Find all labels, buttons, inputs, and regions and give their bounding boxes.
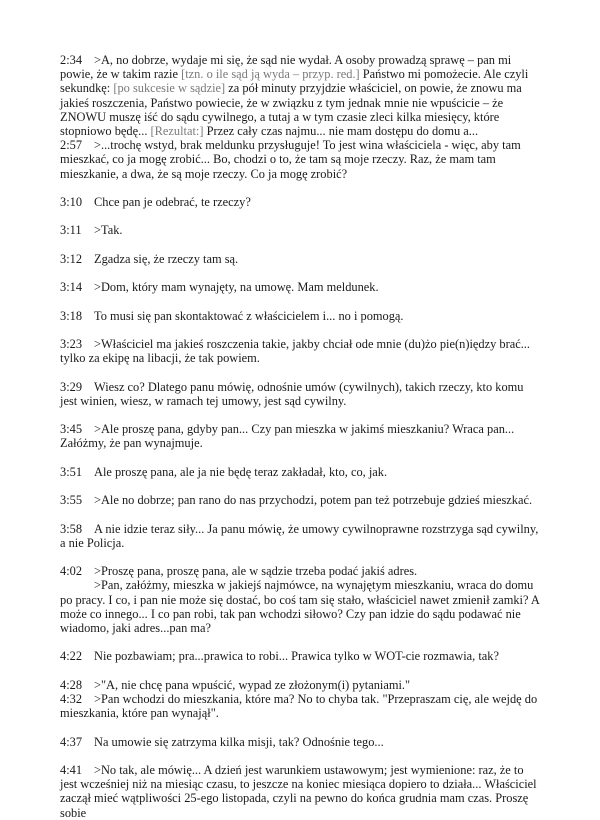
utterance-text: >...trochę wstyd, brak meldunku przysługuje! To jest wina właściciela - więc, aby tam mieszkać, co ja mogę zrobić... Bo, chodzi o to, że tam są moje rzeczy. Raz, że mam tam mieszkanie, a dwa, że są moje rzeczy. Co ja mogę zrobić? (60, 138, 521, 181)
transcript-entry (60, 280, 540, 294)
transcript-entry (60, 493, 540, 507)
transcript-entry (60, 380, 540, 408)
utterance-text: >Proszę pana, proszę pana, ale w sądzie trzeba podać jakiś adres. (94, 564, 418, 579)
utterance-text: >Tak. (94, 223, 123, 238)
transcript-entry (60, 763, 540, 820)
transcript-entry (60, 735, 540, 749)
transcript-entry (60, 337, 540, 365)
timestamp: 3:55 (60, 493, 83, 508)
timestamp: 3:11 (60, 223, 82, 238)
utterance-text: >Ale proszę pana, gdyby pan... Czy pan mieszka w jakimś mieszkaniu? Wraca pan... Załóżmy, że pan wynajmuje. (60, 422, 515, 451)
timestamp: 3:58 (60, 521, 83, 536)
utterance-text: >Ale no dobrze; pan rano do nas przychodzi, potem pan też potrzebuje gdzieś mieszkać. (94, 493, 533, 508)
timestamp: 3:23 (60, 336, 83, 351)
timestamp: 2:57 (60, 138, 83, 153)
utterance-text: Ale proszę pana, ale ja nie będę teraz zakładał, kto, co, jak. (94, 464, 388, 479)
timestamp: 4:22 (60, 649, 83, 664)
transcript-entry (60, 692, 540, 720)
utterance-text: >Pan wchodzi do mieszkania, które ma? No to chyba tak. "Przepraszam cię, ale wejdę do mieszkania, które pan wynajął". (60, 691, 538, 721)
transcript-entry (60, 564, 540, 578)
timestamp: 3:29 (60, 379, 83, 394)
utterance-text: >"A, nie chcę pana wpuścić, wypad ze złożonym(i) pytaniami." (94, 677, 411, 692)
timestamp: 3:18 (60, 308, 83, 323)
transcript-entry (60, 252, 540, 266)
utterance-text: Chce pan je odebrać, te rzeczy? (94, 195, 251, 210)
timestamp: 4:41 (60, 762, 83, 777)
utterance-text: Wiesz co? Dlatego panu mówię, odnośnie umów (cywilnych), takich rzeczy, kto komu jest winien, wiesz, w ramach tej umowy, jest sąd cywilny. (60, 379, 524, 408)
transcript-entry (60, 465, 540, 479)
transcript-entry (60, 522, 540, 550)
timestamp: 3:10 (60, 195, 83, 210)
utterance-text: >A, no dobrze, wydaje mi się, że sąd nie wydał. A osoby prowadzą sprawę – pan mi powie, że w takim razie (60, 53, 512, 82)
editor-note: [tzn. o ile sąd ją wyda – przyp. red.] (181, 67, 360, 82)
transcript-entry (60, 678, 540, 692)
utterance-text: Przez cały czas najmu... nie mam dostępu do domu a... (203, 124, 479, 139)
utterance-text: Zgadza się, że rzeczy tam są. (94, 251, 239, 266)
timestamp: 4:02 (60, 564, 83, 579)
timestamp: 4:37 (60, 734, 83, 749)
transcript-entry (60, 138, 540, 181)
editor-note: [Rezultat:] (150, 124, 204, 139)
utterance-text: >Pan, załóżmy, mieszka w jakiejś najmówce, na wynajętym mieszkaniu, wraca do domu po pracy. I co, i pan nie może się dostać, bo coś tam się stało, właściciel nawet zmienił zamki? A może co innego... I co pan robi, tak pan wchodzi siłowo? Czy pan idzie do sądu podawać nie wiadomo, jaki adres...pan ma? (60, 578, 540, 635)
utterance-text: Państwo mi pomożecie. Ale czyli sekundkę: (60, 67, 529, 96)
utterance-text: Nie pozbawiam; pra...prawica to robi... Prawica tylko w WOT-cie rozmawia, tak? (94, 649, 499, 664)
utterance-text: >Dom, który mam wynajęty, na umowę. Mam meldunek. (94, 280, 379, 295)
transcript-entry (60, 195, 540, 209)
timestamp: 4:32 (60, 691, 83, 706)
transcript-entry (60, 422, 540, 450)
timestamp: 4:28 (60, 677, 83, 692)
transcript-entry (60, 223, 540, 237)
timestamp: 3:14 (60, 280, 83, 295)
utterance-text: Na umowie się zatrzyma kilka misji, tak? Odnośnie tego... (94, 734, 384, 749)
timestamp: 3:12 (60, 251, 83, 266)
utterance-text: >No tak, ale mówię... A dzień jest warunkiem ustawowym; jest wymienione: raz, że to jest wcześniej niż na miesiąc czasu, to jeszcze na koniec miesiąca dopiero to działa... Właściciel zaczął mieć wątpliwości 25-ego listopada, czyli na pewno do końca grudnia mam czas. Proszę sobie (60, 762, 537, 820)
editor-note: [po sukcesie w sądzie] (113, 81, 226, 96)
utterance-text: To musi się pan skontaktować z właścicielem i... no i pomogą. (94, 308, 404, 323)
utterance-text: A nie idzie teraz siły... Ja panu mówię, że umowy cywilnoprawne rozstrzyga sąd cywilny, a nie Policja. (60, 521, 539, 550)
transcript-entry (60, 649, 540, 663)
timestamp: 3:45 (60, 422, 83, 437)
timestamp: 2:34 (60, 53, 83, 67)
transcript-entry (60, 53, 540, 138)
timestamp: 3:51 (60, 464, 83, 479)
transcript-entry (60, 578, 540, 635)
transcript-entry (60, 309, 540, 323)
utterance-text: za pół minuty przyjdzie właściciel, on powie, że znowu ma jakieś roszczenia, Państwo powiecie, że w związku z tym jednak mnie nie wpuścicie – że ZNOWU muszę iść do sądu cywilnego, a tutaj a w tym czasie zleci kilka miesięcy, które stopniowo będę... (60, 81, 522, 139)
utterance-text: >Właściciel ma jakieś roszczenia takie, jakby chciał ode mnie (du)żo pie(n)iędzy brać... tylko za ekipę na libacji, że tak powiem. (60, 336, 530, 366)
